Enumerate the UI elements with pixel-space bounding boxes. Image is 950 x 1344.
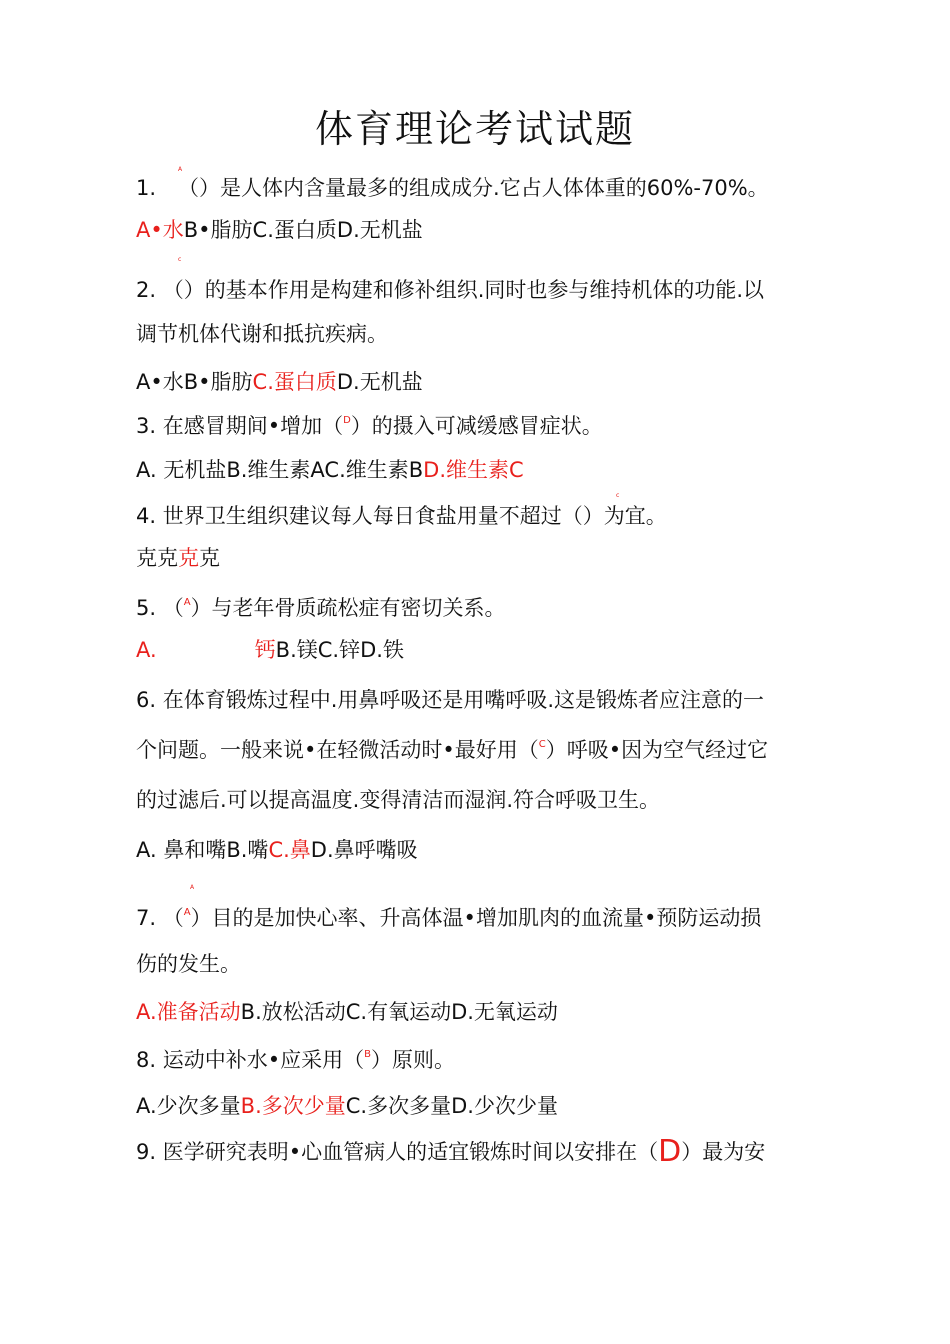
question-5 [136,594,826,627]
question-text: （）是人体内含量最多的组成成分.它占人体体重的60%-70%。 [178,176,769,200]
question-5-options [136,636,826,664]
question-6-cont: 的过滤后.可以提高温度.变得清洁而湿润.符合呼吸卫生。 [136,788,661,812]
answer-option-letter: A. [136,638,157,662]
option-text: D.无机盐 [336,370,423,394]
other-options: B•脂肪C.蛋白质D.无机盐 [183,218,423,242]
answer-option: B.多次少量 [240,1094,346,1118]
option-text: 克 [199,546,220,570]
option-text: A•水B•脂肪 [136,370,253,394]
answer-mark: A [183,907,191,918]
question-text: ）呼吸•因为空气经过它 [545,738,769,762]
answer-mark: A [178,166,183,173]
question-text: ）原则。 [370,1048,455,1072]
question-3-options [136,456,826,484]
option-text: 克克 [136,546,178,570]
answer-option: 克 [178,546,199,570]
option-text: C.多次多量D.少次少量 [345,1094,558,1118]
question-2-options [136,368,826,396]
question-7-cont: 伤的发生。 [136,952,241,976]
question-8 [136,1046,826,1079]
answer-option: A.准备活动 [136,1000,241,1024]
option-text: D.鼻呼嘴吸 [310,838,418,862]
question-text: 8. 运动中补水•应采用（ [136,1048,365,1072]
question-text: 7. （ [136,906,184,930]
question-text: ）的摄入可减缓感冒症状。 [350,414,603,438]
other-options: B.镁C.锌D.铁 [275,638,404,662]
question-text: 个问题。一般来说•在轻微活动时•最好用（ [136,738,539,762]
question-7-options [136,998,826,1026]
answer-option: 钙 [254,638,276,662]
answer-mark: c [178,256,182,263]
answer-option: D [658,1134,682,1169]
answer-mark: c [616,492,620,499]
question-6-options [136,836,826,864]
other-options: B.放松活动C.有氧运动D.无氧运动 [240,1000,558,1024]
answer-option: D.维生素C [423,458,524,482]
question-text: ）最为安 [681,1140,766,1164]
answer-mark: D [343,415,351,426]
answer-option: A•水 [136,218,184,242]
question-2-cont: 调节机体代谢和抵抗疾病。 [136,322,388,346]
question-1 [136,174,826,202]
answer-mark: A [190,884,195,891]
option-text: A. 鼻和嘴B.嘴 [136,838,269,862]
question-number: 1. [136,176,157,200]
answer-mark: A [183,597,191,608]
question-text: ）目的是加快心率、升高体温•增加肌肉的血流量•预防运动损 [190,906,762,930]
answer-mark: B [364,1049,371,1060]
answer-mark: C [538,739,546,750]
question-3 [136,412,826,445]
answer-option: C.鼻 [268,838,311,862]
option-text: A.少次多量 [136,1094,241,1118]
question-text: ）与老年骨质疏松症有密切关系。 [190,596,506,620]
page-title: 体育理论考试试题 [314,107,635,151]
question-9 [136,1134,826,1169]
question-8-options [136,1092,826,1120]
question-6: 6. 在体育锻炼过程中.用鼻呼吸还是用嘴呼吸.这是锻炼者应注意的一 [136,688,765,712]
question-6-cont [136,736,826,769]
answer-option: C.蛋白质 [252,370,337,394]
question-4-options [136,544,826,572]
question-text: 9. 医学研究表明•心血管病人的适宜锻炼时间以安排在（ [136,1140,659,1164]
question-2: 2. （）的基本作用是构建和修补组织.同时也参与维持机体的功能.以 [136,278,765,302]
question-4: 4. 世界卫生组织建议每人每日食盐用量不超过（）为宜。 [136,504,667,528]
option-text: A. 无机盐B.维生素AC.维生素B [136,458,424,482]
question-text: 5. （ [136,596,184,620]
question-text: 3. 在感冒期间•增加（ [136,414,344,438]
question-7 [136,904,826,937]
question-1-options [136,216,826,244]
